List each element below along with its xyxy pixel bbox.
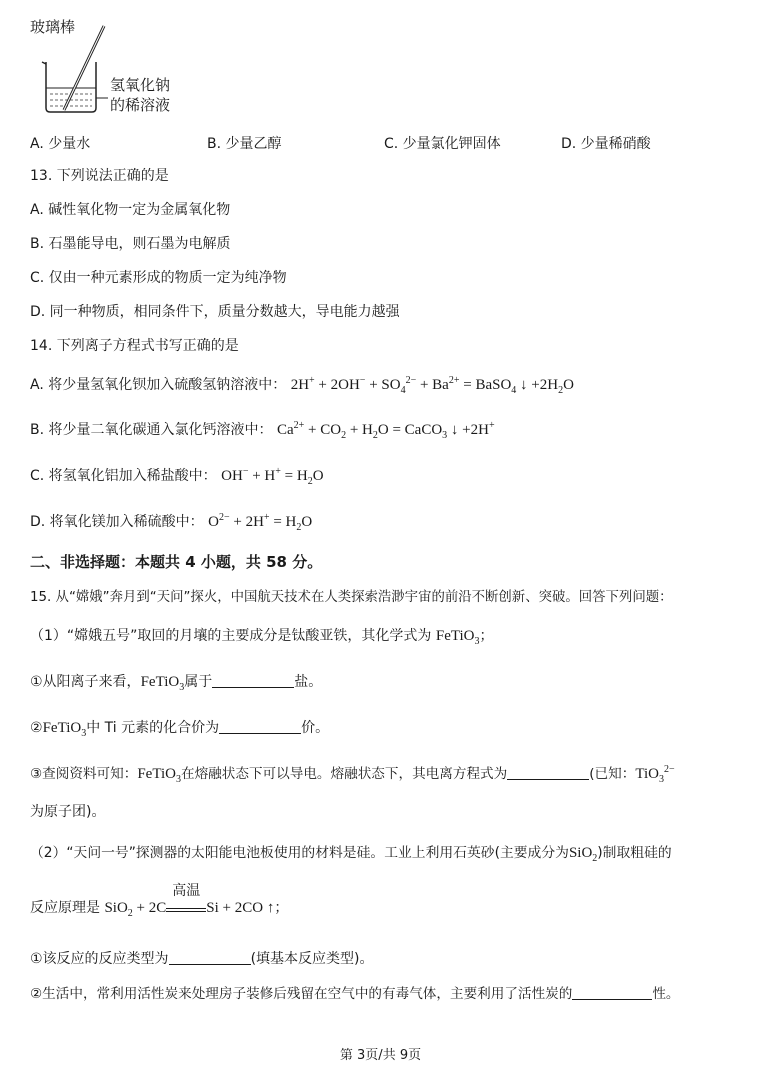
formula-fetio3: FeTiO$_3$ bbox=[42, 720, 87, 739]
answer-blank[interactable] bbox=[169, 950, 251, 965]
q14-option-d-text: D. 将氧化镁加入稀硫酸中： bbox=[30, 514, 204, 530]
q13-option-d: D. 同一种物质，相同条件下，质量分数越大，导电能力越强 bbox=[30, 304, 400, 320]
q15-part2 bbox=[30, 844, 672, 862]
q12-option-a: A. 少量水 bbox=[30, 136, 91, 152]
formula-fetio3: FeTiO$_3$ bbox=[435, 628, 480, 647]
solution-label-1: 氢氧化钠 bbox=[110, 76, 171, 94]
q15-sub1-pre: ①从阳离子来看， bbox=[30, 674, 141, 690]
q15-sub1 bbox=[30, 673, 322, 691]
q12-option-b: B. 少量乙醇 bbox=[207, 136, 282, 152]
q15-part2-text: （2）“天问一号”探测器的太阳能电池板使用的材料是硅。工业上利用石英砂(主要成分为 bbox=[30, 845, 569, 861]
q15-part2-line2-end: ； bbox=[274, 900, 289, 916]
q14-equation-b: $Ca^{2+} + CO_2 + H_2O$ = CaCO$_3$ ↓ +2H+ bbox=[276, 420, 495, 441]
q15-sub2 bbox=[30, 719, 329, 737]
q15-sub3-pre: ③查阅资料可知： bbox=[30, 766, 138, 782]
q15-part2-line2-text: 反应原理是 bbox=[30, 900, 100, 916]
q15-sub1-mid: 属于 bbox=[184, 674, 213, 690]
page-number: 第 3页/共 9页 bbox=[339, 1048, 422, 1063]
beaker-icon bbox=[46, 62, 96, 112]
q15-part2-sub2-text: ②生活中，常利用活性炭来处理房子装修后残留在空气中的有毒气体，主要利用了活性炭的 bbox=[30, 986, 573, 1002]
answer-blank[interactable] bbox=[219, 719, 301, 734]
reaction-equation: SiO$_2$ + 2C 高温 Si + 2CO ↑ bbox=[104, 883, 275, 919]
q14-option-c-text: C. 将氢氧化铝加入稀盐酸中： bbox=[30, 468, 217, 484]
answer-blank[interactable] bbox=[507, 765, 589, 780]
section-heading: 二、非选择题：本题共 4 小题，共 58 分。 bbox=[30, 553, 323, 571]
rod-label: 玻璃棒 bbox=[30, 18, 76, 36]
formula-fetio3: FeTiO$_3$ bbox=[137, 766, 181, 785]
q15-part1 bbox=[30, 627, 494, 645]
q14-equation-c: $OH^- + H^+ = H_2O$ bbox=[221, 466, 324, 487]
q15-sub2-mid: 中 Ti 元素的化合价为 bbox=[86, 720, 220, 736]
q15-part2-sub1-post: (填基本反应类型)。 bbox=[250, 951, 374, 967]
q14-option-d bbox=[30, 513, 312, 531]
q15-part2-sub1 bbox=[30, 950, 374, 968]
q15-sub2-post: 价。 bbox=[301, 720, 330, 736]
q14-equation-a: $2H^+ + 2OH^- + SO_4^{2-} + Ba^{2+}$ = BaSO$_4$ ↓ $+2H_2O$ bbox=[290, 375, 574, 396]
q14-option-c bbox=[30, 467, 324, 485]
q15-part2-sub1-text: ①该反应的反应类型为 bbox=[30, 951, 169, 967]
formula-tio3: TiO$_3^{2-}$ bbox=[635, 764, 675, 785]
q13-option-b: B. 石墨能导电，则石墨为电解质 bbox=[30, 236, 231, 252]
q15-part1-text: （1）“嫦娥五号”取回的月壤的主要成分是钛酸亚铁，其化学式为 bbox=[30, 628, 432, 644]
q15-part2-end: )制取粗硅的 bbox=[597, 845, 672, 861]
q15-part2-sub2 bbox=[30, 985, 680, 1003]
q12-option-d: D. 少量稀硝酸 bbox=[561, 136, 651, 152]
q14-option-a-text: A. 将少量氢氧化钡加入硫酸氢钠溶液中： bbox=[30, 377, 287, 393]
q14-equation-d: $O^{2-} + 2H^+ = H_2O$ bbox=[208, 512, 313, 533]
beaker-figure bbox=[30, 14, 220, 116]
q13-option-c: C. 仅由一种元素形成的物质一定为纯净物 bbox=[30, 270, 287, 286]
q15-stem: 15. 从“嫦娥”奔月到“天问”探火，中国航天技术在人类探索浩渺宇宙的前沿不断创新、突破。回答下列问题： bbox=[30, 590, 673, 605]
reaction-condition: 高温 bbox=[172, 883, 201, 899]
q15-sub3-known: (已知： bbox=[589, 766, 636, 782]
circled-two: ② bbox=[30, 720, 43, 736]
q15-sub3 bbox=[30, 765, 675, 783]
q15-part2-equation-line bbox=[30, 883, 289, 919]
q14-stem: 14. 下列离子方程式书写正确的是 bbox=[30, 338, 239, 354]
q12-option-c: C. 少量氯化钾固体 bbox=[384, 136, 501, 152]
q14-option-b-text: B. 将少量二氧化碳通入氯化钙溶液中： bbox=[30, 422, 273, 438]
q13-option-a: A. 碱性氧化物一定为金属氧化物 bbox=[30, 202, 231, 218]
formula-fetio3: FeTiO$_3$ bbox=[140, 674, 185, 693]
q15-sub3-mid: 在熔融状态下可以导电。熔融状态下，其电离方程式为 bbox=[180, 766, 508, 782]
q14-option-b bbox=[30, 421, 495, 439]
q15-sub1-post: 盐。 bbox=[294, 674, 323, 690]
q14-option-a bbox=[30, 376, 574, 394]
formula-sio2: SiO$_2$ bbox=[568, 845, 598, 864]
q15-part2-sub2-post: 性。 bbox=[652, 986, 680, 1002]
answer-blank[interactable] bbox=[572, 985, 652, 1000]
solution-label-2: 的稀溶液 bbox=[110, 96, 171, 114]
q15-part1-end: ； bbox=[479, 628, 494, 644]
q15-sub3-continued: 为原子团)。 bbox=[30, 804, 106, 820]
answer-blank[interactable] bbox=[212, 673, 294, 688]
q13-stem: 13. 下列说法正确的是 bbox=[30, 168, 169, 184]
